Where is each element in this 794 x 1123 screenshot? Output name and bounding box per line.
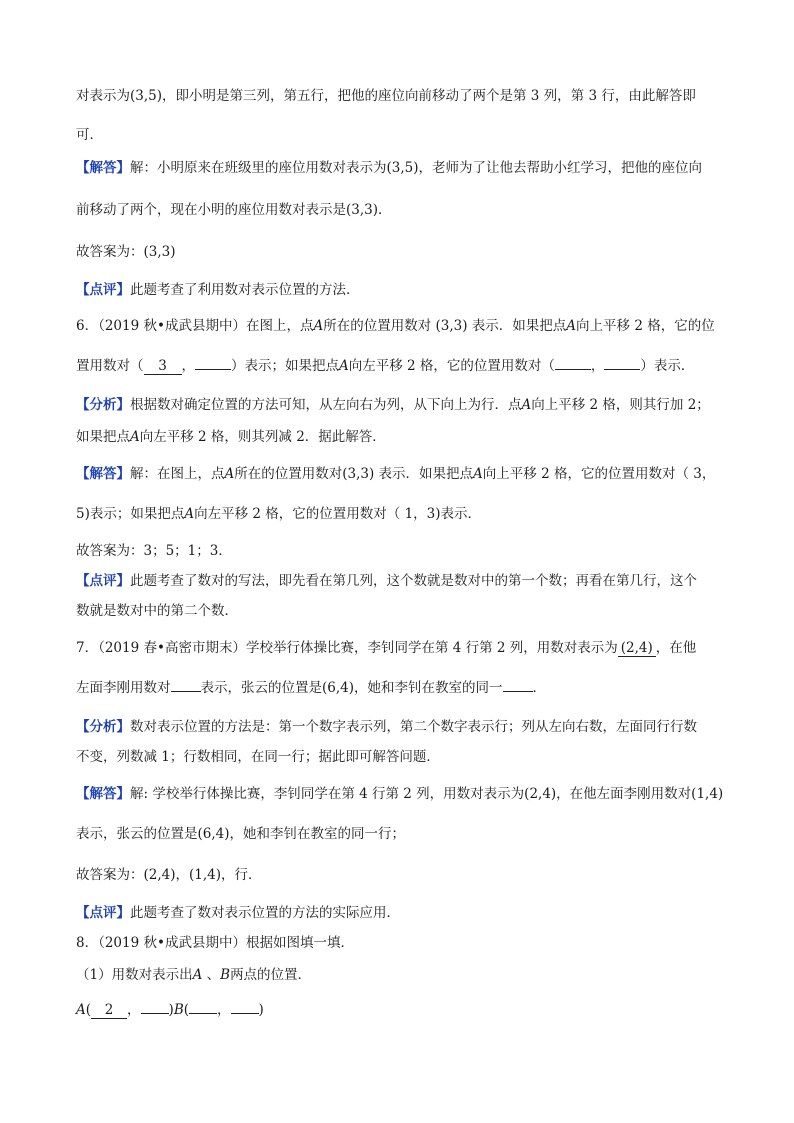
tag-comment: 【点评】	[76, 282, 130, 298]
text: 解：小明原来在班级里的座位用数对表示为(3,5)，老师为了让他去帮助小红学习，把他的座位向	[130, 160, 703, 176]
tag-comment: 【点评】	[76, 905, 130, 921]
question-6-line-2: 置用数对（ 3 ， ）表示；如果把点A向左平移 2 格，它的位置用数对（ ， ）表示．	[76, 358, 695, 374]
question-8-line-1: 8．（2019 秋•成武县期中）根据如图填一填．	[76, 935, 354, 951]
text-line: 对表示为(3,5)，即小明是第三列，第五行，把他的座位向前移动了两个是第 3 列，第 3 行，由此解答即	[76, 88, 696, 104]
analysis-line: 【分析】根据数对确定位置的方法可知，从左向右为列，从下向上为行．点A向上平移 2 格，则其行加 2；	[76, 397, 710, 413]
answer-blank[interactable]	[555, 369, 591, 370]
answer-blank[interactable]	[231, 1013, 259, 1014]
solution-line: 表示，张云的位置是(6,4)，她和李钊在教室的同一行；	[76, 826, 406, 842]
answer-blank[interactable]	[195, 369, 231, 370]
question-6-line-1: 6．（2019 秋•成武县期中）在图上，点A所在的位置用数对 (3,3) 表示．如果把点A向上平移 2 格，它的位	[76, 318, 715, 334]
tag-analysis: 【分析】	[76, 719, 130, 735]
answer-blank[interactable]	[171, 691, 201, 692]
solution-line: 【解答】解：在图上，点A所在的位置用数对(3,3) 表示．如果把点A向上平移 2 格，它的位置用数对（ 3，	[76, 466, 716, 482]
comment-line: 数就是数对中的第二个数．	[76, 603, 238, 619]
solution-line: 【解答】解: 学校举行体操比赛，李钊同学在第 4 行第 2 列，用数对表示为(2,4)，在他左面李刚用数对(1,4)	[76, 786, 724, 802]
answer-line: 故答案为：(2,4)，(1,4)，行．	[76, 867, 262, 883]
answer-blank[interactable]	[189, 1013, 217, 1014]
question-7-line-1: 7．（2019 春•高密市期末）学校举行体操比赛，李钊同学在第 4 行第 2 列，用数对表示为 (2,4) ，在他	[76, 640, 697, 656]
answer-blank[interactable]	[141, 1013, 169, 1014]
answer-line: 故答案为：3；5；1；3．	[76, 543, 232, 559]
solution-line: 前移动了两个，现在小明的座位用数对表示是(3,3)．	[76, 202, 392, 218]
analysis-line: 如果把点A向左平移 2 格，则其列减 2．据此解答．	[76, 429, 386, 445]
answer-blank[interactable]: 2	[91, 1002, 127, 1019]
tag-solution: 【解答】	[76, 160, 130, 176]
tag-solution: 【解答】	[76, 786, 130, 802]
comment-line	[76, 280, 360, 300]
answer-blank[interactable]	[503, 691, 533, 692]
text-line: 可．	[76, 127, 103, 143]
question-8-line-2: （1）用数对表示出A 、B两点的位置．	[76, 967, 312, 983]
tag-solution: 【解答】	[76, 466, 130, 482]
analysis-line: 不变，列数减 1；行数相同，在同一行；据此即可解答问题．	[76, 749, 440, 765]
text: 此题考查了利用数对表示位置的方法．	[130, 282, 360, 298]
answer-line: 故答案为：(3,3)	[76, 244, 176, 260]
comment-line: 【点评】此题考查了数对的写法，即先看在第几列，这个数就是数对中的第一个数；再看在第几行，这个	[76, 573, 697, 589]
solution-line	[76, 158, 702, 178]
comment-line: 【点评】此题考查了数对表示位置的方法的实际应用．	[76, 905, 400, 921]
solution-line: 5)表示；如果把点A向左平移 2 格，它的位置用数对（ 1，3)表示．	[76, 506, 482, 522]
question-7-line-2: 左面李刚用数对 表示，张云的位置是(6,4)，她和李钊在教室的同一 ．	[76, 680, 547, 696]
answer-blank[interactable]: (2,4)	[618, 640, 656, 657]
question-8-line-3: A( 2 ， )B( ， )	[76, 1002, 264, 1018]
answer-blank[interactable]	[604, 369, 640, 370]
tag-comment: 【点评】	[76, 573, 130, 589]
tag-analysis: 【分析】	[76, 397, 130, 413]
analysis-line: 【分析】数对表示位置的方法是：第一个数字表示列，第二个数字表示行；列从左向右数，左面同行行数	[76, 719, 697, 735]
answer-blank[interactable]: 3	[144, 358, 182, 375]
